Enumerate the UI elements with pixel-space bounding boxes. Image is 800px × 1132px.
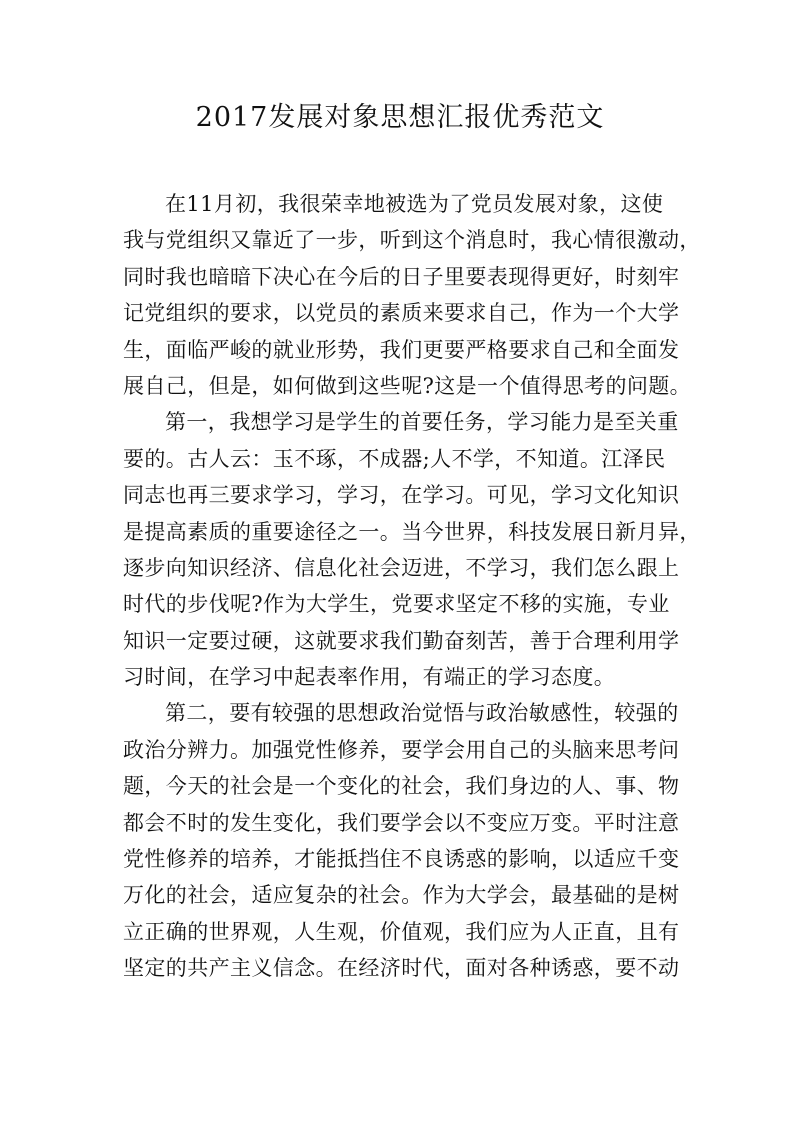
text-line: 万化的社会，适应复杂的社会。作为大学会，最基础的是树 (123, 883, 680, 908)
document-body (123, 186, 701, 987)
text-line: 习时间，在学习中起表率作用，有端正的学习态度。 (123, 665, 616, 690)
text-line: 第二，要有较强的思想政治觉悟与政治敏感性，较强的 (165, 701, 679, 726)
text-line: 要的。古人云：玉不琢，不成器;人不学，不知道。江泽民 (123, 446, 666, 471)
text-line: 我与党组织又靠近了一步，听到这个消息时，我心情很激动， (123, 228, 701, 253)
text-line: 同时我也暗暗下决心在今后的日子里要表现得更好，时刻牢 (123, 264, 680, 289)
text-line: 生，面临严峻的就业形势，我们更要严格要求自己和全面发 (123, 337, 680, 362)
text-line: 记党组织的要求，以党员的素质来要求自己，作为一个大学 (123, 301, 680, 326)
text-line: 立正确的世界观，人生观，价值观，我们应为人正直，且有 (123, 919, 680, 944)
paragraph-2 (123, 404, 701, 695)
text-line: 都会不时的发生变化，我们要学会以不变应万变。平时注意 (123, 810, 680, 835)
text-line: 在11月初，我很荣幸地被选为了党员发展对象，这使 (165, 192, 664, 216)
text-line: 逐步向知识经济、信息化社会迈进，不学习，我们怎么跟上 (123, 555, 680, 580)
paragraph-3 (123, 695, 689, 986)
document-title: 2017发展对象思想汇报优秀范文 (195, 102, 605, 133)
text-line: 题，今天的社会是一个变化的社会，我们身边的人、事、物 (123, 774, 680, 799)
text-line: 时代的步伐呢?作为大学生，党要求坚定不移的实施，专业 (123, 592, 670, 617)
text-line: 坚定的共产主义信念。在经济时代，面对各种诱惑，要不动 (123, 956, 680, 981)
text-line: 展自己，但是，如何做到这些呢?这是一个值得思考的问题。 (123, 373, 692, 398)
text-line: 第一，我想学习是学生的首要任务，学习能力是至关重 (165, 410, 679, 435)
text-line: 政治分辨力。加强党性修养，要学会用自己的头脑来思考问 (123, 737, 680, 762)
text-line: 党性修养的培养，才能抵挡住不良诱惑的影响，以适应千变 (123, 847, 680, 872)
text-line: 是提高素质的重要途径之一。当今世界，科技发展日新月异， (123, 519, 701, 544)
text-line: 同志也再三要求学习，学习，在学习。可见，学习文化知识 (123, 483, 680, 508)
text-line: 知识一定要过硬，这就要求我们勤奋刻苦，善于合理利用学 (123, 628, 680, 653)
paragraph-1 (123, 186, 701, 404)
